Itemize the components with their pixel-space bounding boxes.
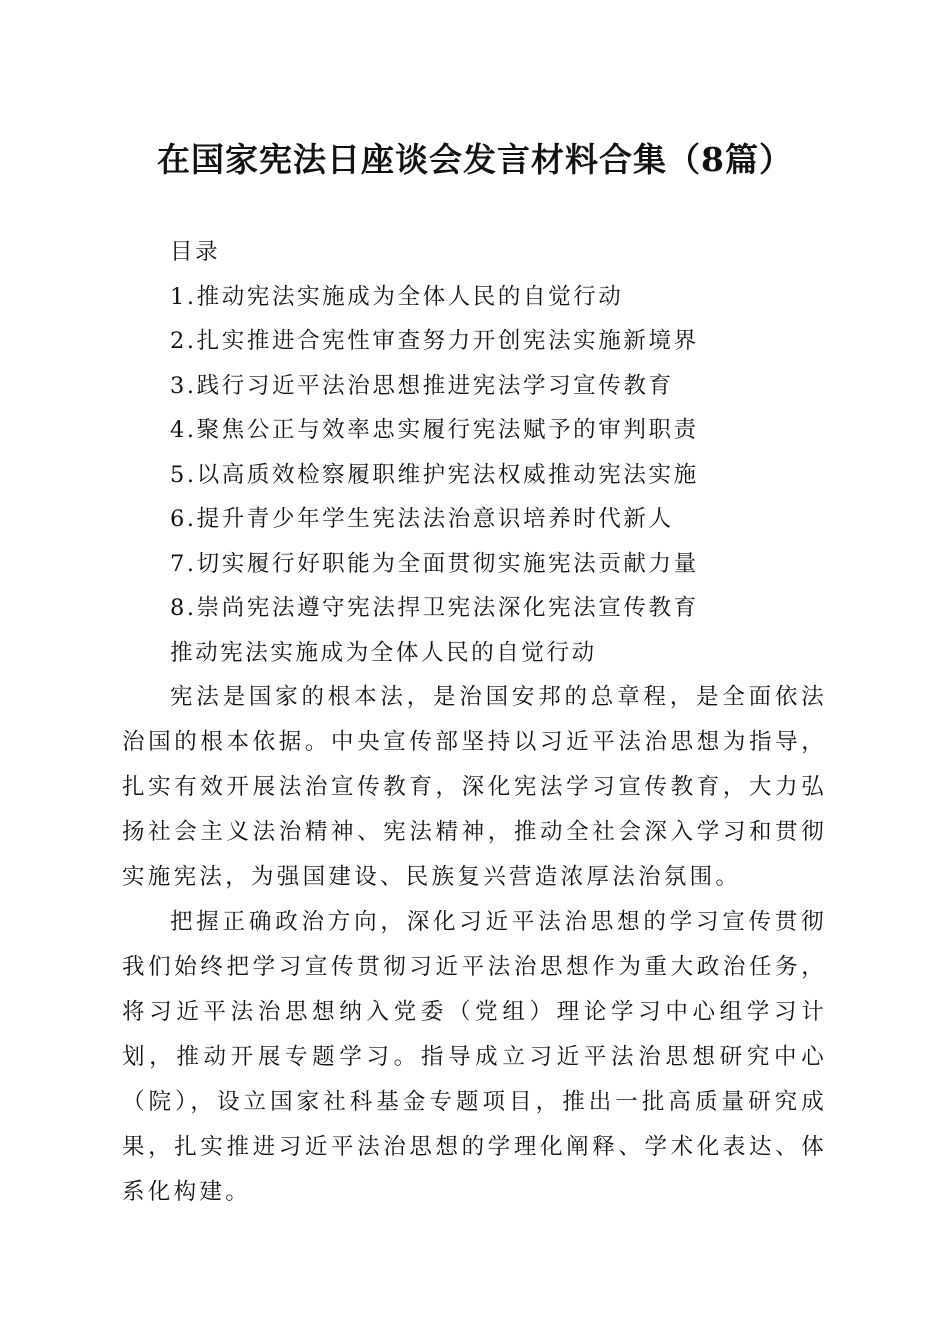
paragraph: 把握正确政治方向，深化习近平法治思想的学习宣传贯彻我们始终把学习宣传贯彻习近平法治思想作为重大政治任务，将习近平法治思想纳入党委（党组）理论学习中心组学习计划，推动开展专题学习。指导成立习近平法治思想研究中心（院），设立国家社科基金专题项目，推出一批高质量研究成果，扎实推进习近平法治思想的学理化阐释、学术化表达、体系化构建。: [122, 909, 827, 1205]
section-title: 推动宪法实施成为全体人民的自觉行动: [170, 639, 597, 666]
toc-item: 3.践行习近平法治思想推进宪法学习宣传教育: [170, 372, 674, 399]
document-title: 在国家宪法日座谈会发言材料合集（8篇）: [157, 140, 793, 179]
toc-item: 8.崇尚宪法遵守宪法捍卫宪法深化宪法宣传教育: [170, 595, 699, 621]
toc-item: 7.切实履行好职能为全面贯彻实施宪法贡献力量: [170, 550, 699, 577]
toc-heading: 目录: [170, 239, 221, 265]
paragraph: 宪法是国家的根本法，是治国安邦的总章程，是全面依法治国的根本依据。中央宣传部坚持以习近平法治思想为指导，扎实有效开展法治宣传教育，深化宪法学习宣传教育，大力弘扬社会主义法治精神、宪法精神，推动全社会深入学习和贯彻实施宪法，为强国建设、民族复兴营造浓厚法治氛围。: [122, 684, 827, 890]
toc-item: 1.推动宪法实施成为全体人民的自觉行动: [170, 283, 624, 310]
body-text: [122, 675, 827, 1215]
toc-item: 6.提升青少年学生宪法法治意识培养时代新人: [170, 506, 674, 532]
toc-item: 4.聚焦公正与效率忠实履行宪法赋予的审判职责: [170, 417, 699, 443]
toc-item: 5.以高质效检察履职维护宪法权威推动宪法实施: [170, 461, 699, 488]
toc-item: 2.扎实推进合宪性审查努力开创宪法实施新境界: [170, 328, 699, 354]
table-of-contents: [170, 230, 850, 675]
